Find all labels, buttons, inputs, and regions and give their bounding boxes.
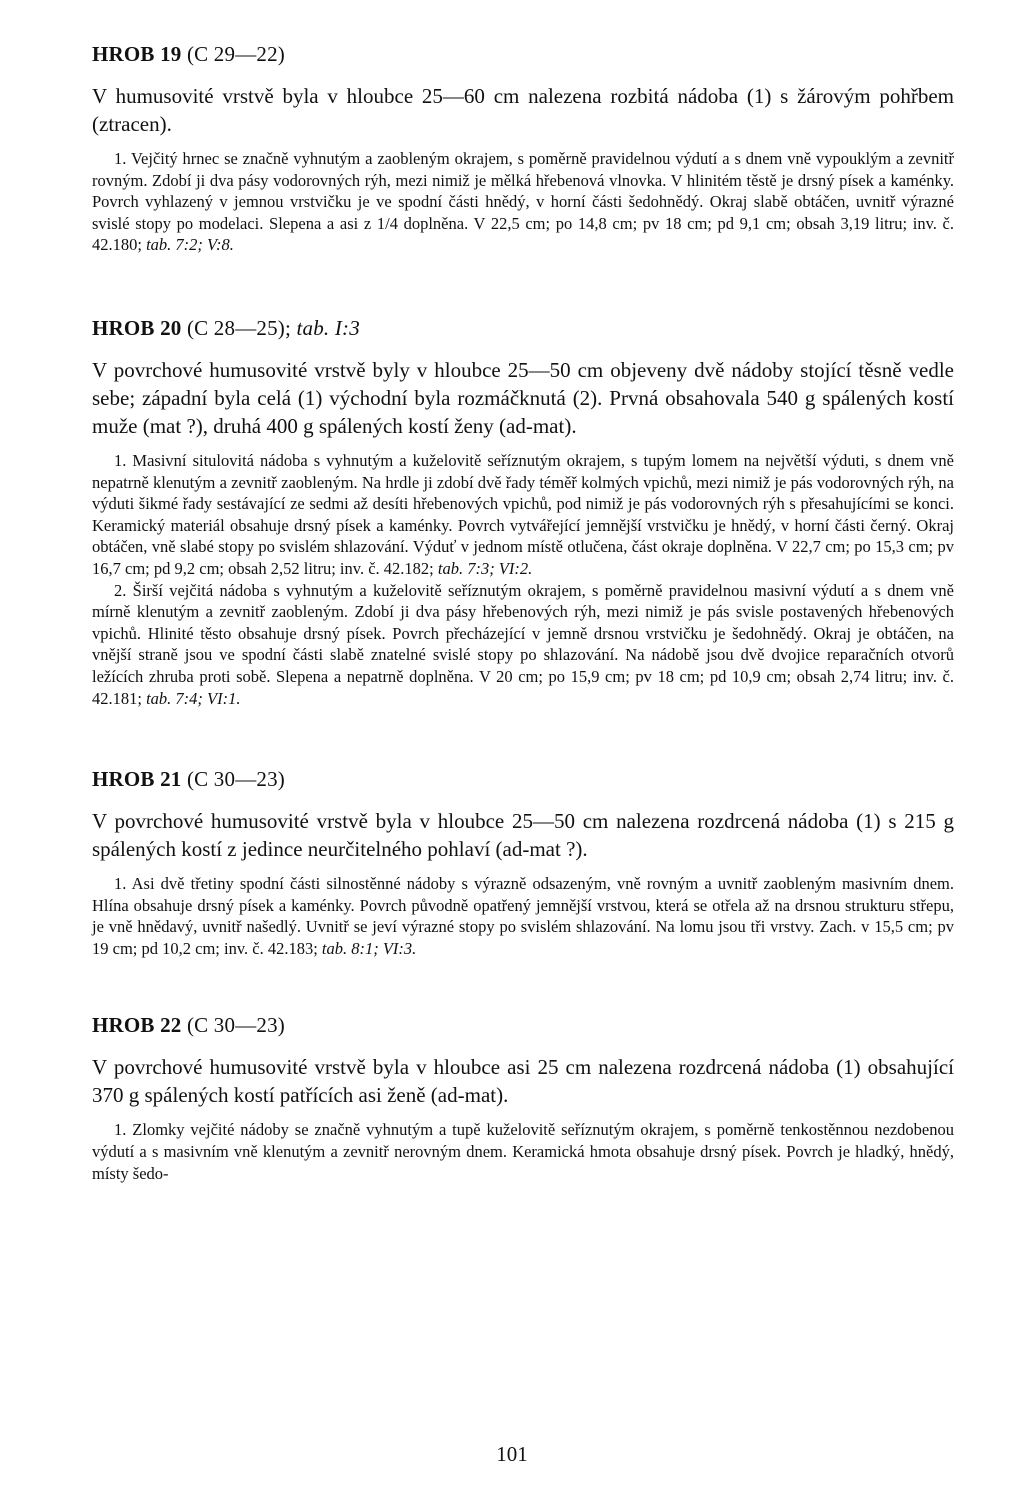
item-text: 1. Masivní situlovitá nádoba s vyhnutým a kuželovitě seříznutým okrajem, s tupým lomem na největší výduti, s dnem vně nepatrně klenutým a zevnitř zaobleným. Na hrdle ji zdobí dvě řady téměř kolmých vpichů, mezi nimiž je pás vodorovných rýh, na výduti šikmé řady sestávající ze sedmi až desíti hřebenových vpichů, pod nimiž je pás vodorovných rýh s přesahujícími se konci. Keramický materiál obsahuje drsný písek a kaménky. Povrch vytvářející jemnější vrstvičku je hnědý, v horní části černý. Okraj obtáčen, vně slabé stopy po svislém shlazování. Výduť v jednom místě otlučena, část okraje doplněna. V 22,7 cm; po 15,3 cm; pv 16,7 cm; pd 9,2 cm; obsah 2,52 litru; inv. č. 42.182; (92, 450, 954, 578)
item-text: 1. Asi dvě třetiny spodní části silnostěnné nádoby s výrazně odsazeným, vně rovným a uvnitř zaobleným masivním dnem. Hlína obsahuje drsný písek a kaménky. Povrch původně opatřený jemnější vrstvou, která se otřela až na drsnou strukturu střepu, je vně hnědavý, uvnitř našedlý. Uvnitř se jeví výrazné stopy po svislém shlazování. Na lomu jsou tři vrstvy. Zach. v 15,5 cm; pv 19 cm; pd 10,2 cm; inv. č. 42.183; (92, 874, 954, 958)
page-number: 101 (496, 1442, 528, 1466)
item-ref: tab. 7:4; VI:1. (146, 688, 241, 708)
entry-intro: V povrchové humusovité vrstvě byla v hloubce asi 25 cm nalezena rozdrcená nádoba (1) obsahující 370 g spálených kostí patřících asi ženě (ad-mat). (92, 1055, 954, 1108)
item-text: 2. Širší vejčitá nádoba s vyhnutým a kuželovitě seříznutým okrajem, s poměrně pravidelnou masivní výdutí a s dnem vně mírně klenutým a zevnitř zaobleným. Zdobí ji dva pásy hřebenových rýh, mezi nimiž je pás svisle postavených hřebenových vpichů. Hlinité těsto obsahuje drsný písek. Povrch přecházející v jemně drsnou vrstvičku je šedohnědý. Okraj je obtáčen, na vnější straně jsou ve spodní části slabě znatelné svislé stopy po shlazování. Na nádobě jsou dvě dvojice reparačních otvorů ležících zhruba proti sobě. Slepena a nepatrně doplněna. V 20 cm; po 15,9 cm; pv 18 cm; pd 10,9 cm; obsah 2,74 litru; inv. č. 42.181; (92, 580, 954, 708)
grave-number: HROB 21 (92, 767, 182, 792)
page-body (92, 40, 954, 1184)
item-text: 1. Zlomky vejčité nádoby se značně vyhnutým a tupě kuželovitě seříznutým okrajem, s poměrně tenkostěnnou nezdobenou výdutí a s masivním vně klenutým a zevnitř nerovným dnem. Keramická hmota obsahuje drsný písek. Povrch je hladký, hnědý, místy šedo- (92, 1120, 954, 1183)
find-item (92, 580, 954, 710)
find-item (92, 1119, 954, 1184)
entry-intro: V povrchové humusovité vrstvě byla v hloubce 25—50 cm nalezena rozdrcená nádoba (1) s 215 g spálených kostí z jedince neurčitelného pohlaví (ad-mat ?). (92, 809, 954, 862)
entry-intro: V humusovité vrstvě byla v hloubce 25—60 cm nalezena rozbitá nádoba (1) s žárovým pohřbem (ztracen). (92, 84, 954, 136)
grave-code: (C 28—25); (186, 315, 292, 340)
find-item (92, 450, 954, 580)
grave-code: (C 29—22) (186, 42, 285, 66)
item-text: 1. Vejčitý hrnec se značně vyhnutým a zaobleným okrajem, s poměrně pravidelnou výdutí a s dnem vně vypouklým a zevnitř rovným. Zdobí ji dva pásy vodorovných rýh, mezi nimiž je mělká hřebenová vlnovka. V hlinitém těstě je drsný písek a kaménky. Povrch vyhlazený v jemnou vrstvičku je ve spodní části hnědý, v horní části šedohnědý. Okraj slabě obtáčen, uvnitř výrazné svislé stopy po modelaci. Slepena a asi z 1/4 doplněna. V 22,5 cm; po 14,8 cm; pv 18 cm; pd 9,1 cm; obsah 3,19 litru; inv. č. 42.180; (92, 149, 954, 255)
grave-number: HROB 19 (92, 42, 182, 66)
grave-number: HROB 20 (92, 315, 182, 340)
entry-intro: V povrchové humusovité vrstvě byly v hloubce 25—50 cm objeveny dvě nádoby stojící těsně vedle sebe; západní byla celá (1) východní byla rozmáčknutá (2). Prvná obsahovala 540 g spálených kostí muže (mat ?), druhá 400 g spálených kostí ženy (ad-mat). (92, 357, 954, 438)
grave-code: (C 30—23) (186, 767, 285, 792)
item-ref: tab. 7:3; VI:2. (437, 558, 533, 578)
entry-heading (92, 314, 954, 342)
entry-heading (92, 40, 954, 68)
find-item (92, 148, 954, 256)
find-item (92, 873, 954, 959)
grave-entry-20 (92, 314, 954, 709)
grave-entry-21 (92, 765, 954, 959)
entry-heading (92, 1011, 954, 1039)
grave-code: (C 30—23) (186, 1013, 285, 1038)
grave-tab-ref: tab. I:3 (296, 315, 360, 340)
entry-heading (92, 765, 954, 793)
item-ref: tab. 8:1; VI:3. (321, 938, 417, 958)
grave-entry-22 (92, 1011, 954, 1184)
grave-entry-19 (92, 40, 954, 256)
item-ref: tab. 7:2; V:8. (146, 235, 234, 255)
grave-number: HROB 22 (92, 1013, 182, 1038)
